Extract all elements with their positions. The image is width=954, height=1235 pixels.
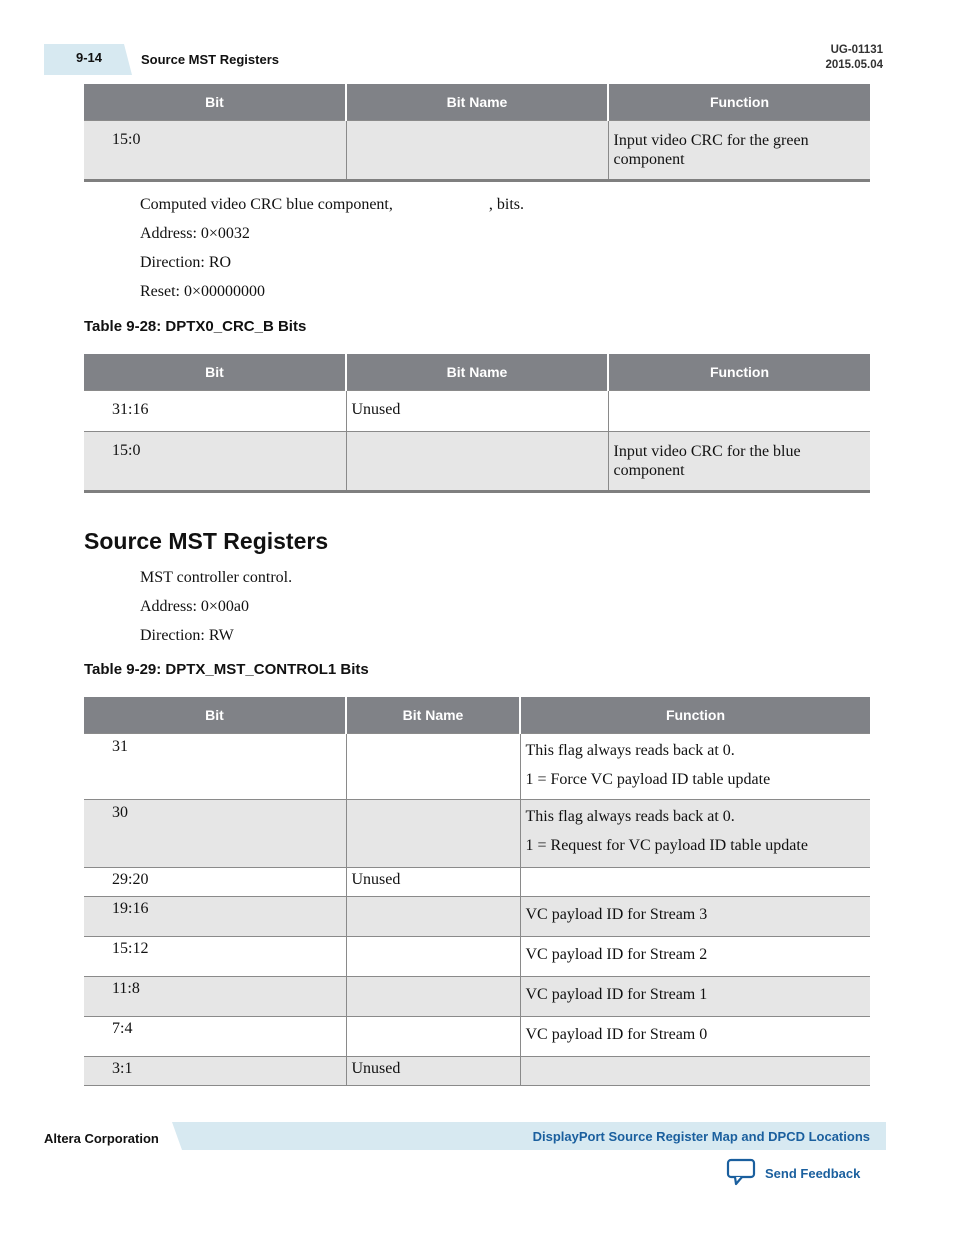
cell-bit: 15:0: [84, 432, 346, 492]
send-feedback-link[interactable]: [726, 1158, 860, 1189]
col-header-function: Function: [608, 354, 870, 391]
crc-b-direction: Direction: RO: [140, 254, 232, 271]
page-number: 9-14: [76, 50, 103, 65]
table-header-row: [84, 84, 870, 121]
table-row: [84, 897, 870, 937]
table-header-row: [84, 697, 870, 734]
description-suffix: , bits.: [488, 196, 524, 213]
cell-function: [520, 734, 870, 800]
cell-function: [520, 800, 870, 868]
cell-bit: 15:12: [84, 937, 346, 977]
col-header-bit: Bit: [84, 84, 346, 121]
table-row: [84, 391, 870, 432]
cell-bit-name: [346, 1017, 520, 1057]
cell-function: Input video CRC for the blue component: [608, 432, 870, 492]
table-row: [84, 121, 870, 181]
cell-bit: 31:16: [84, 391, 346, 432]
mst-control1-table: [84, 697, 870, 1086]
running-section-title: Source MST Registers: [141, 52, 279, 67]
doc-info: [825, 43, 883, 73]
footer-company: Altera Corporation: [44, 1131, 159, 1146]
cell-bit: 19:16: [84, 897, 346, 937]
cell-bit-name: [346, 432, 608, 492]
col-header-bit-name: Bit Name: [346, 354, 608, 391]
mst-description: MST controller control.: [140, 569, 293, 586]
cell-function: [520, 1057, 870, 1086]
function-line: 1 = Force VC payload ID table update: [525, 771, 771, 788]
cell-bit-name: Unused: [346, 868, 520, 897]
function-line: This flag always reads back at 0.: [525, 742, 735, 759]
doc-date: 2015.05.04: [825, 59, 883, 71]
col-header-bit-name: Bit Name: [346, 84, 608, 121]
cell-function: [520, 868, 870, 897]
send-feedback-label[interactable]: Send Feedback: [765, 1166, 861, 1181]
cell-bit: 29:20: [84, 868, 346, 897]
col-header-bit-name: Bit Name: [346, 697, 520, 734]
table-caption-mst-control1: Table 9-29: DPTX_MST_CONTROL1 Bits: [84, 661, 369, 678]
table-header-row: [84, 354, 870, 391]
table-row: [84, 868, 870, 897]
cell-bit: 7:4: [84, 1017, 346, 1057]
cell-bit-name: Unused: [346, 1057, 520, 1086]
table-row: [84, 1017, 870, 1057]
mst-address: Address: 0×00a0: [140, 598, 250, 615]
cell-bit: 15:0: [84, 121, 346, 181]
cell-function: Input video CRC for the green component: [608, 121, 870, 181]
cell-bit-name: [346, 734, 520, 800]
section-heading: Source MST Registers: [84, 528, 329, 554]
table-row: [84, 432, 870, 492]
cell-bit-name: [346, 897, 520, 937]
cell-bit-name: [346, 800, 520, 868]
col-header-bit: Bit: [84, 354, 346, 391]
cell-function: VC payload ID for Stream 3: [520, 897, 870, 937]
table-row: [84, 734, 870, 800]
crc-b-description: [140, 196, 524, 214]
cell-bit: 31: [84, 734, 346, 800]
cell-function: VC payload ID for Stream 2: [520, 937, 870, 977]
cell-bit-name: Unused: [346, 391, 608, 432]
mst-direction: Direction: RW: [140, 627, 234, 644]
cell-bit-name: [346, 121, 608, 181]
crc-b-reset: Reset: 0×00000000: [140, 283, 266, 300]
footer-chapter-title[interactable]: DisplayPort Source Register Map and DPCD Locations: [532, 1129, 870, 1144]
function-line: 1 = Request for VC payload ID table update: [525, 837, 808, 854]
crc-b-address: Address: 0×0032: [140, 225, 250, 242]
cell-function: VC payload ID for Stream 0: [520, 1017, 870, 1057]
cell-bit-name: [346, 937, 520, 977]
table-row: [84, 937, 870, 977]
crc-b-table: [84, 354, 870, 493]
col-header-bit: Bit: [84, 697, 346, 734]
col-header-function: Function: [520, 697, 870, 734]
function-line: This flag always reads back at 0.: [525, 808, 735, 825]
table-row: [84, 800, 870, 868]
cell-function: VC payload ID for Stream 1: [520, 977, 870, 1017]
table-row: [84, 977, 870, 1017]
cell-bit-name: [346, 977, 520, 1017]
description-text: Computed video CRC blue component,: [140, 196, 393, 213]
crc-g-table: [84, 84, 870, 182]
speech-bubble-icon: [726, 1158, 765, 1189]
col-header-function: Function: [608, 84, 870, 121]
cell-bit: 11:8: [84, 977, 346, 1017]
table-caption-crc-b: Table 9-28: DPTX0_CRC_B Bits: [84, 318, 307, 335]
doc-id: UG-01131: [830, 44, 883, 56]
cell-function: [608, 391, 870, 432]
cell-bit: 3:1: [84, 1057, 346, 1086]
table-row: [84, 1057, 870, 1086]
cell-bit: 30: [84, 800, 346, 868]
